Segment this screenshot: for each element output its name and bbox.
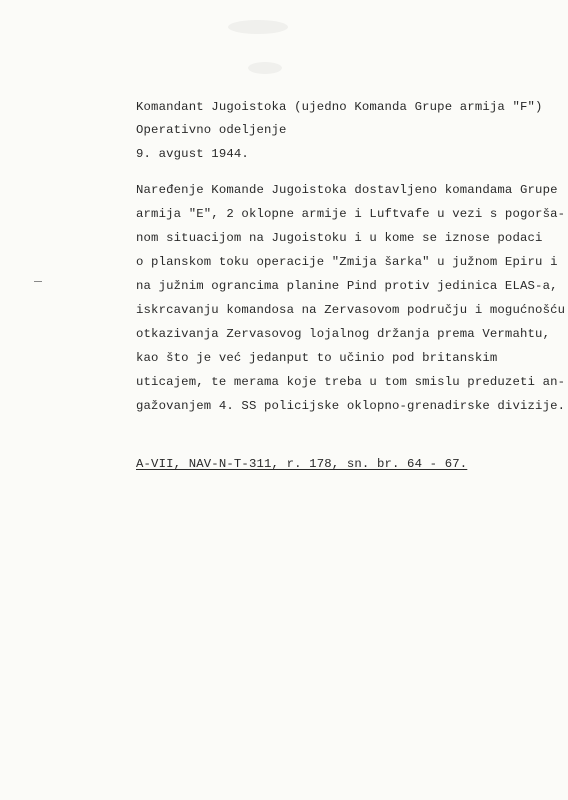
header-line-1: Komandant Jugoistoka (ujedno Komanda Grupe armija "F"): [136, 100, 543, 114]
scan-smudge-top: [228, 20, 288, 34]
body-line-6: iskrcavanju komandosa na Zervasovom području i mogućnošću: [136, 303, 566, 317]
header-line-2: Operativno odeljenje: [136, 123, 287, 137]
header-date: 9. avgust 1944.: [136, 147, 249, 161]
body-line-10: gažovanjem 4. SS policijske oklopno-grenadirske divizije.: [136, 399, 566, 413]
body-line-1: Naređenje Komande Jugoistoka dostavljeno komandama Grupe: [136, 183, 558, 197]
body-line-4: o planskom toku operacije "Zmija šarka" u južnom Epiru i: [136, 255, 558, 269]
scan-smudge-mid: [248, 62, 282, 74]
body-line-7: otkazivanja Zervasovog lojalnog držanja prema Vermahtu,: [136, 327, 551, 341]
body-line-8: kao što je već jedanput to učinio pod britanskim: [136, 351, 498, 365]
scan-tick-left: [34, 281, 42, 282]
body-line-2: armija "E", 2 oklopne armije i Luftvafe u vezi s pogorša-: [136, 207, 566, 221]
source-reference: A-VII, NAV-N-T-311, r. 178, sn. br. 64 - 67.: [136, 457, 468, 471]
body-line-3: nom situacijom na Jugoistoku i u kome se iznose podaci: [136, 231, 543, 245]
body-line-5: na južnim ograncima planine Pind protiv jedinica ELAS-a,: [136, 279, 558, 293]
body-line-9: uticajem, te merama koje treba u tom smislu preduzeti an-: [136, 375, 566, 389]
